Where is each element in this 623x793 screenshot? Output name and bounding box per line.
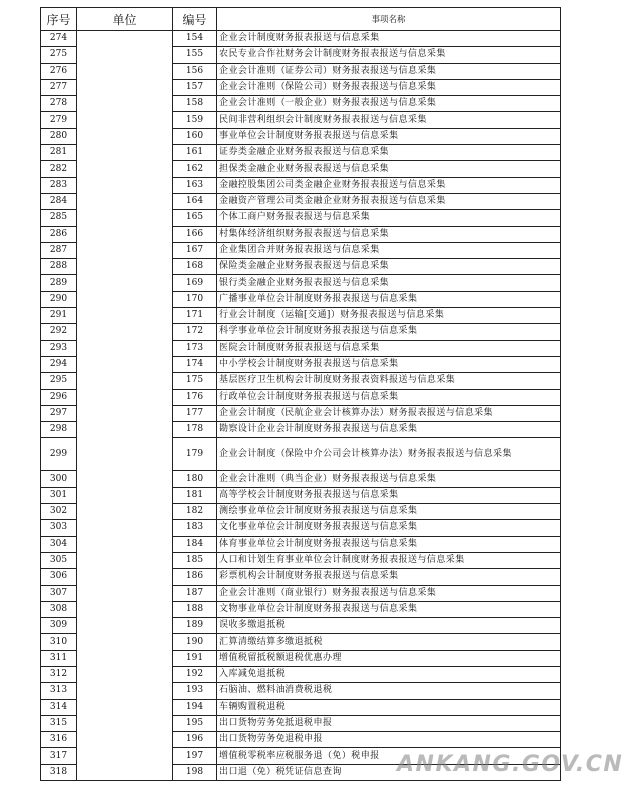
row-name: 勘察设计企业会计制度财务报表报送与信息采集 [217, 422, 561, 438]
row-name: 人口和计划生育事业单位会计制度财务报表报送与信息采集 [217, 552, 561, 568]
row-num: 157 [173, 79, 217, 95]
row-num: 162 [173, 161, 217, 177]
row-name: 出口货物劳务免抵退税申报 [217, 715, 561, 731]
row-num: 164 [173, 193, 217, 209]
row-seq: 300 [41, 471, 77, 487]
row-name: 高等学校会计制度财务报表报送与信息采集 [217, 487, 561, 503]
row-name: 企业会计制度财务报表报送与信息采集 [217, 31, 561, 47]
row-name: 广播事业单位会计制度财务报表报送与信息采集 [217, 291, 561, 307]
row-seq: 282 [41, 161, 77, 177]
row-name: 企业会计制度（保险中介公司会计核算办法）财务报表报送与信息采集 [217, 438, 561, 471]
row-seq: 308 [41, 601, 77, 617]
row-name: 出口货物劳务免退税申报 [217, 732, 561, 748]
row-num: 166 [173, 226, 217, 242]
row-name: 汇算清缴结算多缴退抵税 [217, 634, 561, 650]
row-num: 180 [173, 471, 217, 487]
row-num: 161 [173, 145, 217, 161]
row-num: 186 [173, 569, 217, 585]
row-seq: 316 [41, 732, 77, 748]
row-num: 198 [173, 764, 217, 780]
header-unit: 单位 [77, 8, 173, 31]
row-name: 保险类金融企业财务报表报送与信息采集 [217, 259, 561, 275]
table-header [41, 8, 561, 31]
row-name: 出口退（免）税凭证信息查询 [217, 764, 561, 780]
row-seq: 287 [41, 242, 77, 258]
row-num: 187 [173, 585, 217, 601]
row-num: 185 [173, 552, 217, 568]
row-name: 车辆购置税退税 [217, 699, 561, 715]
row-name: 企业集团合并财务报表报送与信息采集 [217, 242, 561, 258]
row-name: 医院会计制度财务报表报送与信息采集 [217, 340, 561, 356]
row-seq: 292 [41, 324, 77, 340]
row-name: 企业会计准则（保险公司）财务报表报送与信息采集 [217, 79, 561, 95]
row-num: 182 [173, 504, 217, 520]
row-seq: 283 [41, 177, 77, 193]
row-num: 197 [173, 748, 217, 764]
row-name: 企业会计准则（一般企业）财务报表报送与信息采集 [217, 96, 561, 112]
row-num: 191 [173, 650, 217, 666]
row-seq: 284 [41, 193, 77, 209]
row-num: 156 [173, 63, 217, 79]
row-seq: 309 [41, 618, 77, 634]
row-seq: 281 [41, 145, 77, 161]
row-num: 192 [173, 666, 217, 682]
row-seq: 315 [41, 715, 77, 731]
row-seq: 291 [41, 308, 77, 324]
row-seq: 275 [41, 47, 77, 63]
row-name: 文化事业单位会计制度财务报表报送与信息采集 [217, 520, 561, 536]
row-name: 企业会计准则（商业银行）财务报表报送与信息采集 [217, 585, 561, 601]
items-table [40, 7, 561, 781]
row-seq: 302 [41, 504, 77, 520]
row-seq: 293 [41, 340, 77, 356]
row-num: 173 [173, 340, 217, 356]
row-seq: 312 [41, 666, 77, 682]
row-seq: 310 [41, 634, 77, 650]
row-num: 175 [173, 373, 217, 389]
row-seq: 277 [41, 79, 77, 95]
row-name: 误收多缴退抵税 [217, 618, 561, 634]
row-name: 金融资产管理公司类金融企业财务报表报送与信息采集 [217, 193, 561, 209]
row-num: 167 [173, 242, 217, 258]
row-seq: 304 [41, 536, 77, 552]
row-num: 177 [173, 405, 217, 421]
row-name: 增值税零税率应税服务退（免）税申报 [217, 748, 561, 764]
row-seq: 295 [41, 373, 77, 389]
row-seq: 317 [41, 748, 77, 764]
row-seq: 303 [41, 520, 77, 536]
row-name: 增值税留抵税额退税优惠办理 [217, 650, 561, 666]
header-num: 编号 [173, 8, 217, 31]
row-seq: 297 [41, 405, 77, 421]
row-name: 行业会计制度（运输[交通]）财务报表报送与信息采集 [217, 308, 561, 324]
row-name: 基层医疗卫生机构会计制度财务报表资料报送与信息采集 [217, 373, 561, 389]
row-name: 体育事业单位会计制度财务报表报送与信息采集 [217, 536, 561, 552]
row-seq: 313 [41, 683, 77, 699]
row-seq: 289 [41, 275, 77, 291]
header-seq: 序号 [41, 8, 77, 31]
row-seq: 290 [41, 291, 77, 307]
row-seq: 285 [41, 210, 77, 226]
row-seq: 301 [41, 487, 77, 503]
row-seq: 318 [41, 764, 77, 780]
row-seq: 279 [41, 112, 77, 128]
row-num: 193 [173, 683, 217, 699]
row-num: 188 [173, 601, 217, 617]
row-num: 165 [173, 210, 217, 226]
row-seq: 276 [41, 63, 77, 79]
row-name: 测绘事业单位会计制度财务报表报送与信息采集 [217, 504, 561, 520]
row-name: 企业会计准则（证券公司）财务报表报送与信息采集 [217, 63, 561, 79]
row-seq: 299 [41, 438, 77, 471]
row-name: 企业会计制度（民航企业会计核算办法）财务报表报送与信息采集 [217, 405, 561, 421]
row-num: 154 [173, 31, 217, 47]
row-num: 183 [173, 520, 217, 536]
row-name: 文物事业单位会计制度财务报表报送与信息采集 [217, 601, 561, 617]
row-name: 金融控股集团公司类金融企业财务报表报送与信息采集 [217, 177, 561, 193]
row-seq: 314 [41, 699, 77, 715]
row-seq: 298 [41, 422, 77, 438]
unit-cell [77, 31, 173, 781]
row-num: 174 [173, 356, 217, 372]
table-body [41, 31, 561, 781]
row-num: 179 [173, 438, 217, 471]
row-num: 181 [173, 487, 217, 503]
row-num: 158 [173, 96, 217, 112]
row-seq: 294 [41, 356, 77, 372]
row-name: 科学事业单位会计制度财务报表报送与信息采集 [217, 324, 561, 340]
row-seq: 307 [41, 585, 77, 601]
row-name: 事业单位会计制度财务报表报送与信息采集 [217, 128, 561, 144]
row-name: 入库减免退抵税 [217, 666, 561, 682]
row-name: 个体工商户财务报表报送与信息采集 [217, 210, 561, 226]
row-name: 石脑油、燃料油消费税退税 [217, 683, 561, 699]
table-row [41, 31, 561, 47]
row-name: 中小学校会计制度财务报表报送与信息采集 [217, 356, 561, 372]
row-num: 171 [173, 308, 217, 324]
row-name: 农民专业合作社财务会计制度财务报表报送与信息采集 [217, 47, 561, 63]
row-num: 163 [173, 177, 217, 193]
row-name: 村集体经济组织财务报表报送与信息采集 [217, 226, 561, 242]
row-num: 195 [173, 715, 217, 731]
row-seq: 306 [41, 569, 77, 585]
row-seq: 278 [41, 96, 77, 112]
row-name: 银行类金融企业财务报表报送与信息采集 [217, 275, 561, 291]
row-num: 160 [173, 128, 217, 144]
row-num: 184 [173, 536, 217, 552]
row-num: 190 [173, 634, 217, 650]
row-seq: 311 [41, 650, 77, 666]
row-num: 170 [173, 291, 217, 307]
row-seq: 288 [41, 259, 77, 275]
row-num: 159 [173, 112, 217, 128]
row-seq: 296 [41, 389, 77, 405]
row-seq: 305 [41, 552, 77, 568]
header-name: 事项名称 [217, 8, 561, 31]
row-name: 担保类金融企业财务报表报送与信息采集 [217, 161, 561, 177]
row-seq: 274 [41, 31, 77, 47]
row-num: 178 [173, 422, 217, 438]
row-num: 168 [173, 259, 217, 275]
row-num: 155 [173, 47, 217, 63]
row-name: 行政单位会计制度财务报表报送与信息采集 [217, 389, 561, 405]
row-seq: 286 [41, 226, 77, 242]
row-num: 189 [173, 618, 217, 634]
row-seq: 280 [41, 128, 77, 144]
site-watermark: ANKANG.GOV.CN [397, 752, 623, 777]
row-num: 172 [173, 324, 217, 340]
row-num: 196 [173, 732, 217, 748]
row-num: 169 [173, 275, 217, 291]
row-name: 企业会计准则（典当企业）财务报表报送与信息采集 [217, 471, 561, 487]
row-num: 176 [173, 389, 217, 405]
row-name: 证券类金融企业财务报表报送与信息采集 [217, 145, 561, 161]
row-name: 彩票机构会计制度财务报表报送与信息采集 [217, 569, 561, 585]
row-num: 194 [173, 699, 217, 715]
row-name: 民间非营利组织会计制度财务报表报送与信息采集 [217, 112, 561, 128]
